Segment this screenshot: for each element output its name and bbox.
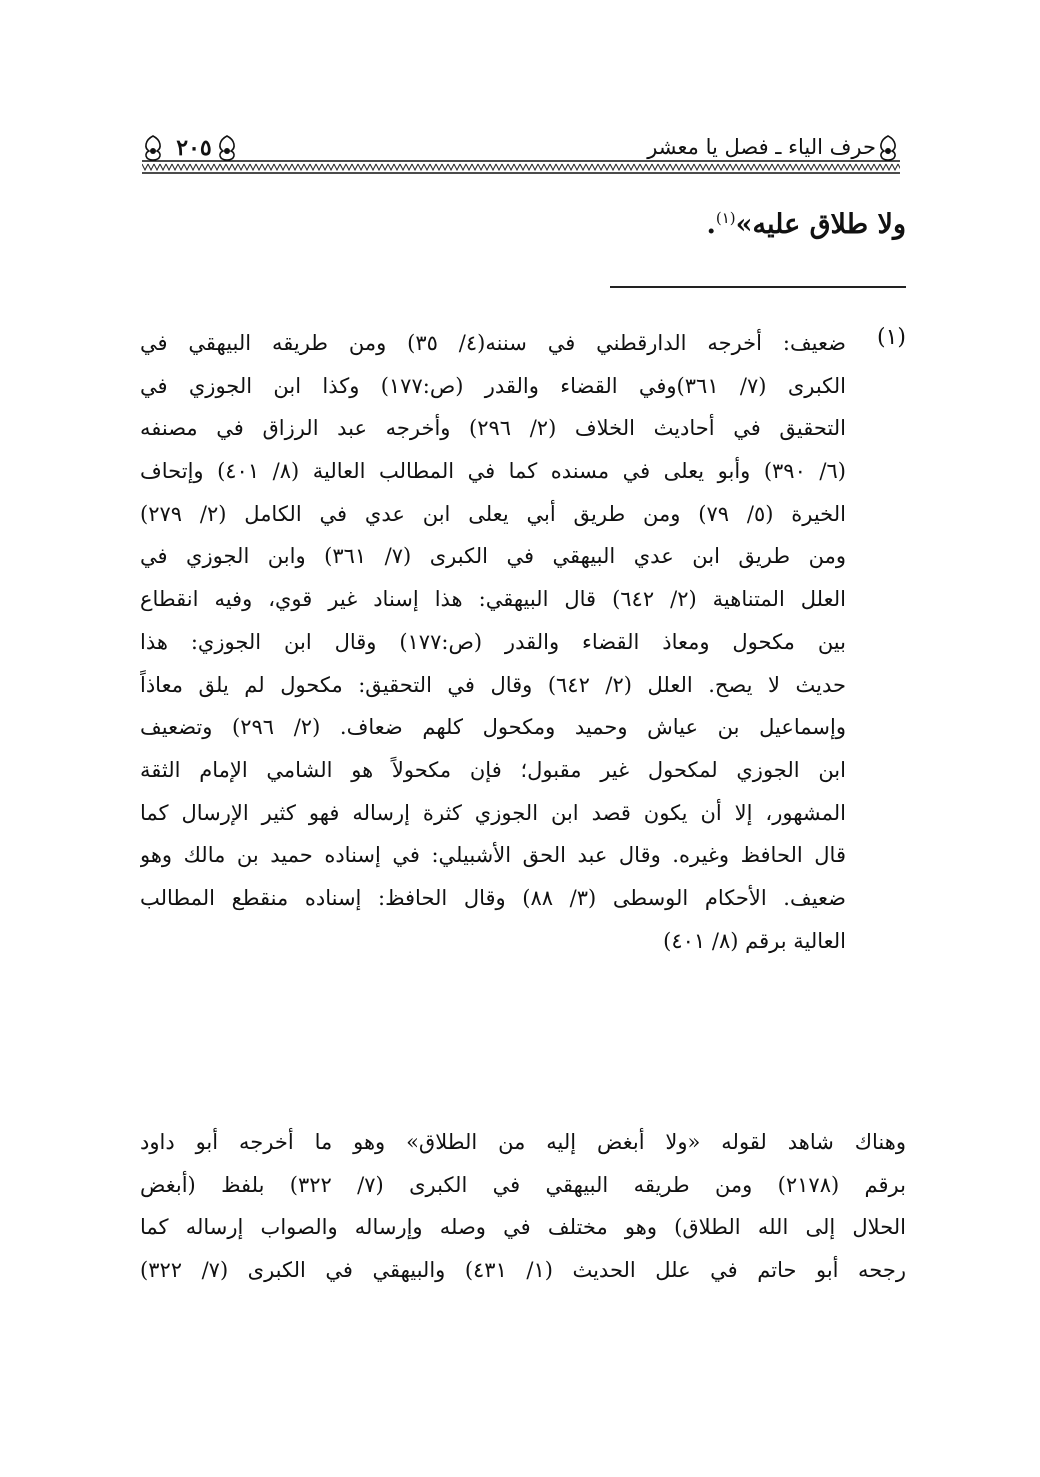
footnote-line: الخيرة (٥/ ٧٩) ومن طريق أبي يعلى ابن عدي في الكامل (٢/ ٢٧٩): [140, 501, 846, 526]
running-title: حرف الياء ـ فصل يا معشر: [647, 135, 876, 159]
footnote-separator: [610, 286, 906, 288]
footnote-line: الكبرى (٧/ ٣٦١)وفي القضاء والقدر (ص:١٧٧) وكذا ابن الجوزي في: [140, 373, 846, 398]
footnote-line: العلل المتناهية (٢/ ٦٤٢) قال البيهقي: هذا إسناد غير قوي، وفيه انقطاع: [140, 587, 846, 612]
footnote-line: ابن الجوزي لمكحول غير مقبول؛ فإن مكحولاً هو الشامي الإمام الثقة: [140, 757, 846, 782]
footnote-line: التحقيق في أحاديث الخلاف (٢/ ٢٩٦) وأخرجه عبد الرزاق في مصنفه: [140, 416, 846, 441]
main-text-period: .: [706, 209, 716, 240]
footnote-line: ضعيف. الأحكام الوسطى (٣/ ٨٨) وقال الحافظ: إسناده منقطع المطالب: [140, 885, 846, 910]
footnote-text: [140, 322, 846, 962]
footnote-line: ضعيف: أخرجه الدارقطني في سننه(٤/ ٣٥) ومن طريقه البيهقي في: [140, 331, 846, 355]
main-text: ولا طلاق عليه»: [735, 209, 906, 240]
footnote-line: وإسماعيل بن عياش وحميد ومكحول كلهم ضعاف. (٢/ ٢٩٦) وتضعيف: [140, 715, 846, 740]
footnote-line: برقم (٢١٧٨) ومن طريقه البيهقي في الكبرى (٧/ ٣٢٢) بلفظ (أبغض: [140, 1172, 906, 1197]
main-text-line: [560, 196, 906, 240]
footnote-line: رجحه أبو حاتم في علل الحديث (١/ ٤٣١) والبيهقي في الكبرى (٧/ ٣٢٢): [140, 1258, 906, 1283]
footnote-line: الحلال إلى الله الطلاق) وهو مختلف في وصله وإرساله والصواب إرساله كما: [140, 1215, 906, 1240]
footnote-number: (١): [876, 325, 906, 350]
footnote-line: بين مكحول ومعاذ القضاء والقدر (ص:١٧٧) وقال ابن الجوزي: هذا: [140, 629, 846, 654]
footnote-line: وهناك شاهد لقوله «ولا أبغض إليه من الطلاق» وهو ما أخرجه أبو داود: [140, 1130, 906, 1154]
footnote-line: ومن طريق ابن عدي البيهقي في الكبرى (٧/ ٣٦١) وابن الجوزي في: [140, 544, 846, 569]
footnote-reference: (١): [715, 209, 736, 227]
footnote-line: العالية برقم (٨/ ٤٠١): [663, 928, 846, 953]
footnote-line: قال الحافظ وغيره. وقال عبد الحق الأشبيلي: في إسناده حميد بن مالك وهو: [140, 843, 846, 868]
page-number: ٢٠٥: [176, 135, 212, 161]
footnote-continuation: [140, 1121, 906, 1292]
header-ornament-right-icon: [875, 134, 901, 162]
header-ornament-left-icon: [140, 134, 166, 162]
footnote-line: (٦/ ٣٩٠) وأبو يعلى في مسنده كما في المطالب العالية (٨/ ٤٠١) وإتحاف: [140, 459, 846, 484]
footnote-line: حديث لا يصح. العلل (٢/ ٦٤٢) وقال في التحقيق: مكحول لم يلق معاذاً: [140, 672, 846, 697]
header-ornament-middle-icon: [214, 134, 240, 162]
footnote-line: المشهور، إلا أن يكون قصد ابن الجوزي كثرة إرساله فهو كثير الإرسال كما: [140, 800, 846, 825]
header-decorative-rule: [142, 160, 900, 174]
